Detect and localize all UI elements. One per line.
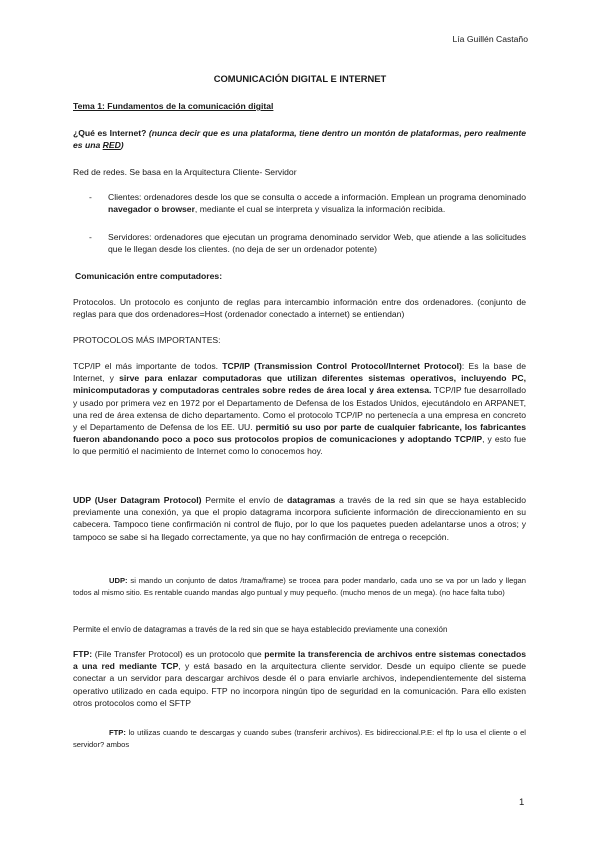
ftp-paragraph [73,648,526,709]
bullet-dash: - [89,232,92,242]
tcp-base: : Es la base de Internet, y [73,361,526,384]
ftp-fullname: (File Transfer Protocol) [94,649,183,659]
udp-name: UDP (User Datagram Protocol) [73,495,202,505]
question-text: ¿Qué es Internet? [73,128,147,138]
ftp-text-c: , y está basado en la arquitectura cliente servidor. Desde un equipo cliente se puede conectar a un servidor para descargar archivos desde él o para enviarle archivos, independientemente del sistema operativo utilizado en cada equipo. FTP no incorpora ningún tipo de seguridad en la comunicación. Para ello existen otros protocolos como el SFTP [73,661,526,708]
bullet-text [108,191,526,215]
tcp-paragraph [73,360,526,458]
question-note-red: RED [102,140,121,151]
bullet-clientes-text-end: , mediante el cual se interpreta y visualiza la información recibida. [194,204,446,215]
protocolos-paragraph: Protocolos. Un protocolo es conjunto de reglas para intercambio información entre dos ordenadores. (conjunto de reglas para que dos ordenadores=Host (ordenador conectado a internet) se entiendan) [73,297,526,320]
question-note-end: ) [120,140,124,151]
tcp-closing: , y esto fue lo que permitió el nacimiento de Internet como lo conocemos hoy. [73,434,526,457]
udp-paragraph [73,494,526,543]
bullet-servidores-text: Servidores: ordenadores que ejecutan un programa denominado servidor Web, que atiende a las solicitudes que le llegan desde los clientes. (no deja de ser un ordenador potente) [108,232,526,255]
header-author: Lía Guillén Castaño [452,34,528,44]
udp-text-b: a través de la red sin que se haya establecido previamente una conexión, ya que el propio datagrama incorpora suficiente información de direccionamiento en su cabecera. Tampoco tiene confirmación ni control de flujo, por lo que los paquetes pueden adelantarse unos a otros; y tampoco se sabe si ha llegado correctamente, ya que no hay confirmación de entrega o recepción. [73,495,526,542]
page-number: 1 [519,797,525,808]
bullet-clientes-text: Clientes: ordenadores desde los que se consulta o accede a información. Emplean un programa denominado [108,192,526,202]
ftp-purpose: permite la transferencia de archivos entre sistemas conectados a una red mediante TCP [73,649,526,672]
question-note: (nunca decir que es una plataforma, tiene dentro un montón de plataformas, pero realmente es una [73,128,526,151]
red-de-redes-paragraph: Red de redes. Se basa en la Arquitectura Cliente- Servidor [73,167,297,177]
udp-note-label: UDP: [109,576,128,585]
ftp-note [73,727,526,750]
bullet-clientes-bold: navegador o browser [108,204,195,215]
tcp-history: TCP/IP fue desarrollado y usado por primera vez en 1972 por el Departamento de Defensa de los Estados Unidos, ejecutándolo en ARPANET, una red de área extensa de dicho departamento. Como el protocolo TCP/IP no pertenecía a una empresa en concreto y el Departamento de Defensa de los EE. UU. [73,385,526,433]
ftp-note-text: lo utilizas cuando te descargas y cuando subes (transferir archivos). Es bidireccional.P.E: el ftp lo usa el cliente o el servidor? ambos [73,728,526,749]
tcp-adoption: permitió su uso por parte de cualquier fabricante, los fabricantes fueron abandonando poco a poco sus protocolos propios de comunicaciones y adoptando TCP/IP [73,422,526,445]
ftp-label: FTP: [73,649,93,659]
protocolos-importantes-heading: PROTOCOLOS MÁS IMPORTANTES: [73,335,221,345]
tcp-name: TCP/IP (Transmission Control Protocol/Internet Protocol) [222,361,462,371]
tcp-intro: TCP/IP el más importante de todos. [73,361,219,371]
udp-note [73,575,526,598]
bullet-servidores [89,231,526,255]
section-heading: Tema 1: Fundamentos de la comunicación digital [73,101,274,111]
udp-text-a: Permite el envío de [205,495,284,505]
document-title: COMUNICACIÓN DIGITAL E INTERNET [213,73,387,84]
comunicacion-heading: Comunicación entre computadores: [75,271,223,281]
ftp-note-label: FTP: [109,728,126,737]
ftp-text-b: es un protocolo que [185,649,262,659]
question-paragraph [73,127,526,151]
bullet-dash: - [89,192,92,202]
udp-summary: Permite el envío de datagramas a través de la red sin que se haya establecido previamente una conexión [73,625,448,634]
udp-datagramas: datagramas [287,495,336,505]
udp-note-text: si mando un conjunto de datos /trama/frame) se trocea para poder mandarlo, cada uno se va por un lado y llegan todos al mismo sitio. Es rentable cuando mandas algo puntual y muy pequeño. (mucho menos de un mega). (no hace falta tubo) [73,576,526,597]
tcp-purpose: sirve para enlazar computadoras que utilizan diferentes sistemas operativos, incluyendo PC, minicomputadoras y computadoras centrales sobre redes de área local y área extensa. [73,373,526,396]
bullet-clientes [89,191,526,215]
